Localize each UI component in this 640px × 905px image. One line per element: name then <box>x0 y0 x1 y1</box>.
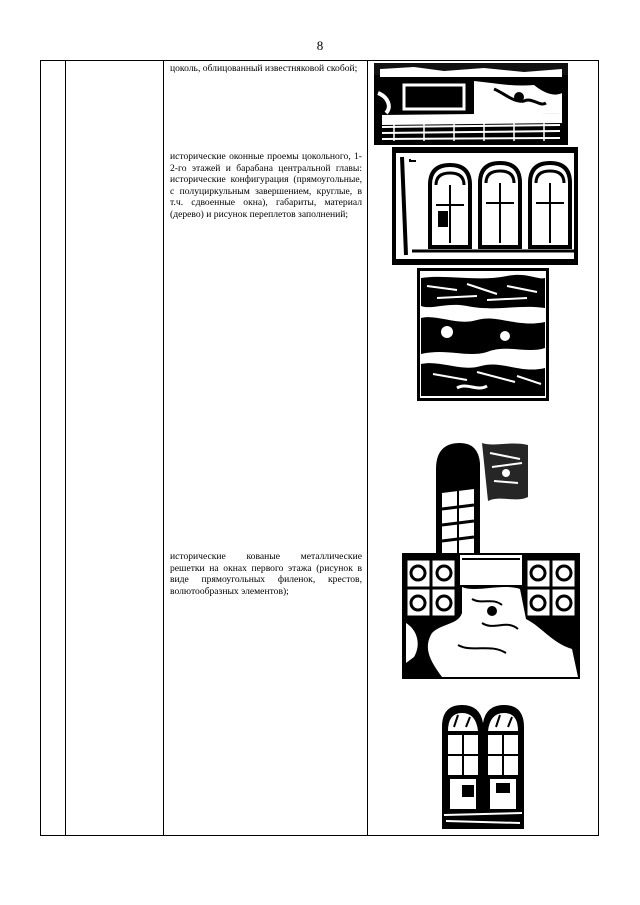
window-grilles-photo <box>402 553 580 679</box>
table-cell-name <box>66 61 164 836</box>
page-number: 8 <box>316 38 324 53</box>
windows-description: исторические оконные проемы цокольного, 1-2-го этажей и барабана центральной главы: исторические конфигурация (прямоугольные, с полуциркульным завершением, круглые, в т.ч. сдвоенные окна), габариты, материал (дерево) и рисунок переплетов заполнений; <box>170 151 362 220</box>
table-cell-photos <box>368 61 599 836</box>
table-cell-description <box>164 61 368 836</box>
arched-windows-photo <box>392 147 578 265</box>
table-cell-number <box>41 61 66 836</box>
grilles-description: исторические кованые металлические решетки на окнах первого этажа (рисунок в виде прямоугольных филенок, крестов, волютообразных элементов); <box>170 551 362 597</box>
plinth-photo <box>374 63 568 145</box>
stone-wall-photo <box>417 268 549 401</box>
features-table <box>40 60 599 836</box>
double-window-photo <box>438 701 528 831</box>
plinth-description: цоколь, облицованный известняковой скобой; <box>170 63 358 74</box>
arched-window-detail-photo <box>430 433 533 561</box>
